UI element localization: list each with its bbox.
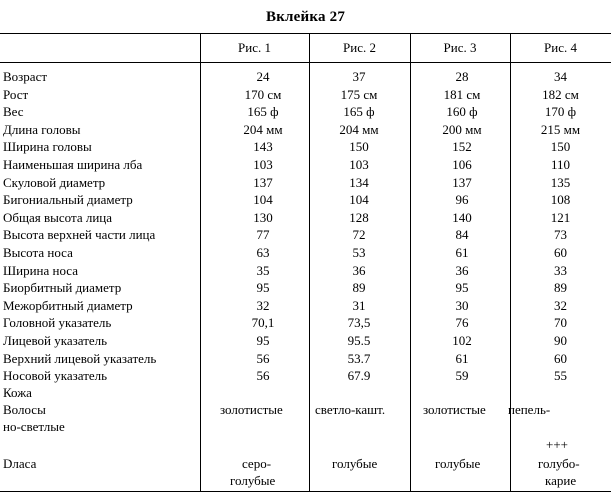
- table-row: [0, 68, 611, 86]
- eyes-fig-1-continuation: голубые: [230, 473, 276, 488]
- eyes-fig-4-continuation: карие: [545, 473, 577, 488]
- cell-fig-1: 95: [256, 280, 270, 296]
- cell-fig-3: 61: [455, 245, 469, 260]
- page-title: Вклейка 27: [265, 9, 346, 25]
- row-label: Вес: [3, 104, 24, 120]
- row-label: Биорбитный диаметр: [3, 280, 122, 296]
- cell-fig-3: 61: [455, 350, 469, 366]
- cell-fig-4: 108: [550, 192, 571, 208]
- row-label: Высота носа: [3, 245, 73, 260]
- column-header-fig-2: Рис. 2: [343, 40, 376, 55]
- cell-fig-3: 200 мм: [442, 121, 482, 137]
- cell-fig-2: 53.7: [347, 350, 371, 366]
- cell-fig-3: 96: [455, 192, 469, 208]
- row-label: Наименьшая ширина лба: [3, 157, 143, 172]
- cell-fig-1: 24: [256, 69, 270, 84]
- cell-fig-1: 103: [253, 157, 273, 172]
- table-row: [0, 262, 611, 280]
- table-row: [0, 297, 611, 315]
- row-label: Длина головы: [3, 121, 81, 137]
- cell-fig-1: 77: [256, 227, 270, 243]
- table-row: [0, 350, 611, 368]
- hair-fig-1: золотистые: [220, 402, 283, 417]
- row-label: Возраст: [3, 69, 48, 84]
- cell-fig-1: 56: [256, 350, 270, 366]
- cell-fig-2: 175 см: [340, 86, 378, 102]
- cell-fig-3: 84: [455, 227, 469, 243]
- cell-fig-4: 182 см: [542, 86, 579, 102]
- cell-fig-1: 70,1: [251, 315, 275, 331]
- cell-fig-2: 73,5: [347, 315, 371, 331]
- table-row: [0, 121, 611, 139]
- table-row: [0, 279, 611, 297]
- cell-fig-3: 106: [452, 157, 472, 172]
- table-row: [0, 244, 611, 262]
- column-header-fig-4: Рис. 4: [544, 40, 577, 55]
- column-header-fig-1: Рис. 1: [238, 40, 271, 55]
- hair-label: Волосы: [3, 402, 46, 417]
- cell-fig-3: 95: [455, 280, 469, 296]
- cell-fig-1: 143: [253, 139, 273, 155]
- cell-fig-2: 104: [349, 192, 369, 208]
- cell-fig-2: 37: [352, 69, 366, 84]
- cell-fig-4: 89: [554, 280, 567, 296]
- cell-fig-3: 160 ф: [446, 104, 478, 120]
- cell-fig-3: 152: [452, 139, 472, 155]
- cell-fig-1: 137: [253, 174, 273, 190]
- cell-fig-4: 33: [554, 262, 567, 278]
- table-row: [0, 103, 611, 121]
- table-row: [0, 314, 611, 332]
- cell-fig-4: 60: [554, 245, 567, 260]
- cell-fig-2: 103: [349, 157, 369, 172]
- cell-fig-2: 128: [349, 209, 369, 225]
- cell-fig-3: 140: [452, 209, 472, 225]
- hair-fig-4: пепель-: [508, 402, 551, 417]
- cell-fig-1: 63: [256, 245, 270, 260]
- cell-fig-4: 135: [550, 174, 571, 190]
- cell-fig-1: 104: [253, 192, 273, 208]
- cell-fig-2: 36: [352, 262, 366, 278]
- cell-fig-1: 32: [256, 297, 270, 313]
- cell-fig-2: 72: [352, 227, 366, 243]
- cell-fig-3: 59: [455, 368, 469, 384]
- row-label: Общая высота лица: [3, 209, 113, 225]
- eyes-fig-2: голубые: [332, 456, 378, 471]
- cell-fig-4: 170 ф: [544, 104, 577, 120]
- table-row: [0, 332, 611, 350]
- cell-fig-3: 28: [455, 69, 469, 84]
- header-rule: [0, 62, 611, 63]
- table-row: [0, 191, 611, 209]
- cell-fig-4: 90: [554, 333, 567, 348]
- cell-fig-4: 70: [554, 315, 567, 331]
- top-rule: [0, 33, 611, 34]
- row-label: Носовой указатель: [3, 368, 108, 384]
- cell-fig-4: 73: [554, 227, 567, 243]
- eyes-fig-3: голубые: [435, 456, 481, 471]
- row-label: Высота верхней части лица: [3, 227, 156, 243]
- eyes-fig-1: серо-: [242, 456, 272, 471]
- cell-fig-1: 35: [256, 262, 270, 278]
- cell-fig-2: 134: [349, 174, 369, 190]
- row-label: Межорбитный диаметр: [3, 297, 133, 313]
- cell-fig-2: 150: [349, 139, 369, 155]
- row-label: Головной указатель: [3, 315, 112, 331]
- cell-fig-2: 89: [352, 280, 366, 296]
- cell-fig-1: 130: [253, 209, 273, 225]
- table-row: [0, 156, 611, 174]
- cell-fig-4: 34: [554, 69, 567, 84]
- cell-fig-1: 170 см: [244, 86, 282, 102]
- row-label: Рост: [3, 86, 29, 102]
- cell-fig-4: 55: [554, 368, 567, 384]
- bottom-rule: [0, 491, 611, 492]
- cell-fig-4: 150: [550, 139, 571, 155]
- row-label: Ширина носа: [3, 262, 78, 278]
- hair-fig-2: светло-кашт.: [315, 402, 386, 417]
- row-label: Бигониальный диаметр: [3, 192, 133, 208]
- cell-fig-2: 53: [352, 245, 366, 260]
- column-header-fig-3: Рис. 3: [443, 40, 477, 55]
- cell-fig-1: 165 ф: [247, 104, 279, 120]
- cell-fig-2: 204 мм: [339, 121, 379, 137]
- eyes-fig-4: голубо-: [538, 456, 580, 471]
- cell-fig-1: 56: [256, 368, 270, 384]
- eyes-label: Dласа: [3, 456, 37, 471]
- skin-label: Кожа: [3, 385, 32, 400]
- cell-fig-2: 67.9: [347, 368, 371, 384]
- row-label: Лицевой указатель: [3, 333, 108, 348]
- row-label: Верхний лицевой указатель: [3, 350, 157, 366]
- table-row: [0, 209, 611, 227]
- table-row: [0, 226, 611, 244]
- table-row: [0, 367, 611, 385]
- cell-fig-4: 60: [554, 350, 567, 366]
- hair-label-continuation: но-светлые: [3, 419, 65, 434]
- cell-fig-3: 30: [455, 297, 469, 313]
- cell-fig-4: 215 мм: [540, 121, 581, 137]
- cell-fig-3: 76: [455, 315, 469, 331]
- cell-fig-1: 204 мм: [243, 121, 283, 137]
- cell-fig-2: 31: [352, 297, 366, 313]
- cell-fig-4: 32: [554, 297, 567, 313]
- row-label: Скуловой диаметр: [3, 174, 106, 190]
- table-row: [0, 138, 611, 156]
- cell-fig-4: 121: [550, 209, 571, 225]
- cell-fig-4: 110: [550, 157, 571, 172]
- cell-fig-3: 36: [455, 262, 469, 278]
- cell-fig-3: 102: [452, 333, 472, 348]
- cell-fig-2: 95.5: [347, 333, 371, 348]
- cell-fig-3: 181 см: [443, 86, 481, 102]
- cell-fig-1: 95: [256, 333, 270, 348]
- table-row: [0, 86, 611, 104]
- hair-fig-3: золотистые: [423, 402, 486, 417]
- table-row: [0, 174, 611, 192]
- plus-marks: +++: [546, 437, 568, 452]
- row-label: Ширина головы: [3, 139, 92, 155]
- cell-fig-2: 165 ф: [343, 104, 375, 120]
- cell-fig-3: 137: [452, 174, 472, 190]
